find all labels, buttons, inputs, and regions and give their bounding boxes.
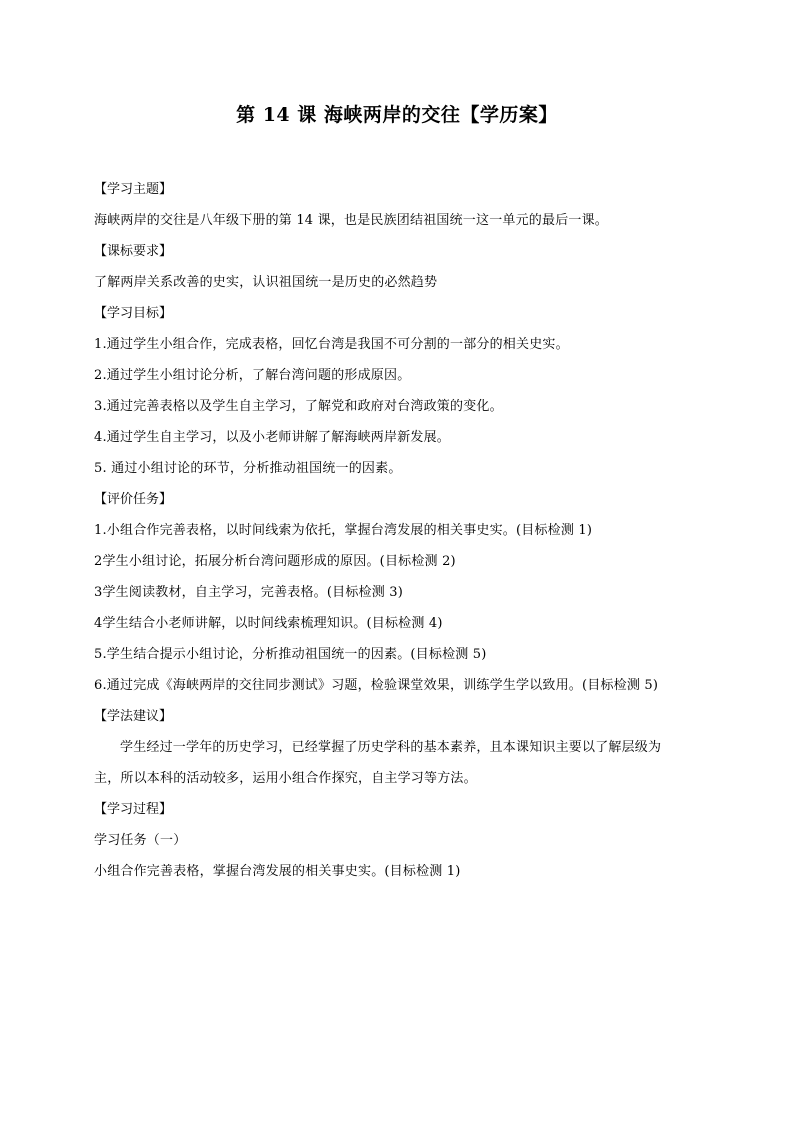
section-heading-goals: 【学习目标】	[94, 306, 173, 321]
task-item: 6.通过完成《海峡两岸的交往同步测试》习题，检验课堂效果，训练学生学以致用。(目标检测 5)	[94, 678, 659, 693]
goal-item: 5. 通过小组讨论的环节，分析推动祖国统一的因素。	[94, 461, 402, 476]
methods-line: 主，所以本科的活动较多，运用小组合作探究，自主学习等方法。	[94, 771, 477, 786]
goal-item: 1.通过学生小组合作，完成表格，回忆台湾是我国不可分割的一部分的相关史实。	[94, 337, 569, 352]
goal-item: 2.通过学生小组讨论分析，了解台湾问题的形成原因。	[94, 368, 411, 383]
section-heading-tasks: 【评价任务】	[94, 492, 173, 507]
task-item: 5.学生结合提示小组讨论，分析推动祖国统一的因素。(目标检测 5)	[94, 647, 487, 662]
methods-line: 学生经过一学年的历史学习，已经掌握了历史学科的基本素养，且本课知识主要以了解层级为	[120, 740, 662, 755]
section-heading-methods: 【学法建议】	[94, 709, 173, 724]
section-heading-standard: 【课标要求】	[94, 244, 173, 259]
process-task-title: 学习任务（一）	[94, 833, 187, 848]
task-item: 4学生结合小老师讲解，以时间线索梳理知识。(目标检测 4)	[94, 616, 443, 631]
document-body	[94, 180, 714, 893]
section-heading-theme: 【学习主题】	[94, 182, 173, 197]
task-item: 2学生小组讨论，拓展分析台湾问题形成的原因。(目标检测 2)	[94, 554, 456, 569]
process-task-text: 小组合作完善表格，掌握台湾发展的相关事史实。(目标检测 1)	[94, 864, 461, 879]
methods-paragraph	[94, 738, 714, 800]
section-heading-process: 【学习过程】	[94, 802, 173, 817]
goal-item: 3.通过完善表格以及学生自主学习，了解党和政府对台湾政策的变化。	[94, 399, 503, 414]
theme-text: 海峡两岸的交往是八年级下册的第 14 课，也是民族团结祖国统一这一单元的最后一课。	[94, 213, 609, 228]
task-item: 1.小组合作完善表格，以时间线索为依托，掌握台湾发展的相关事史实。(目标检测 1)	[94, 523, 593, 538]
document-title: 第 14 课 海峡两岸的交往【学历案】	[236, 104, 558, 126]
standard-text: 了解两岸关系改善的史实，认识祖国统一是历史的必然趋势	[94, 275, 438, 290]
task-item: 3学生阅读教材，自主学习，完善表格。(目标检测 3)	[94, 585, 404, 600]
goal-item: 4.通过学生自主学习，以及小老师讲解了解海峡两岸新发展。	[94, 430, 451, 445]
